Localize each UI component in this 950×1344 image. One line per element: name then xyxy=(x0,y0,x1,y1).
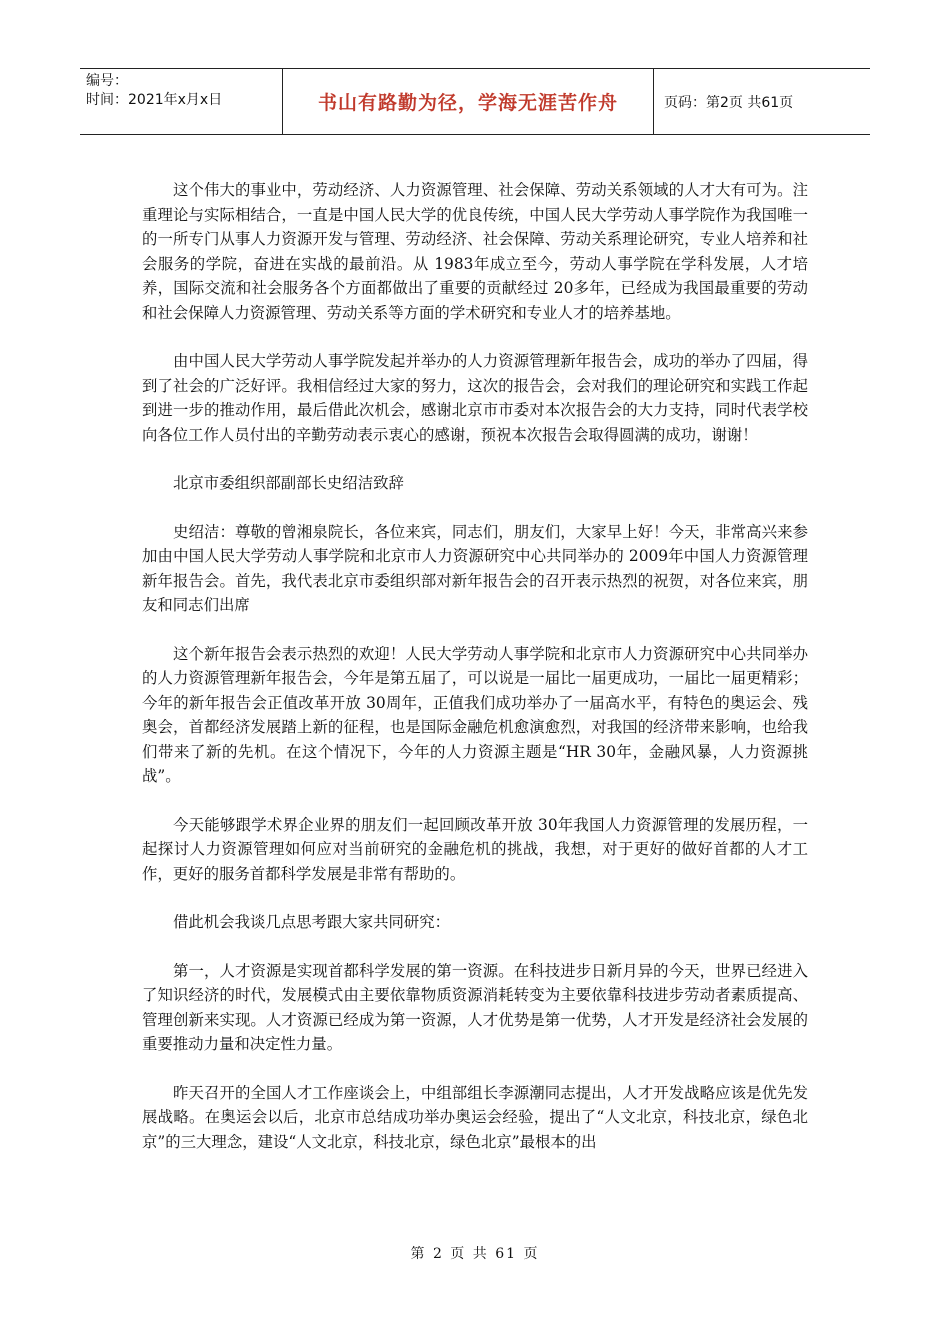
paragraph: 由中国人民大学劳动人事学院发起并举办的人力资源管理新年报告会，成功的举办了四届，得到了社会的广泛好评。我相信经过大家的努力，这次的报告会，会对我们的理论研究和实践工作起到进一步的推动作用，最后借此次机会，感谢北京市市委对本次报告会的大力支持，同时代表学校向各位工作人员付出的辛勤劳动表示衷心的感谢，预祝本次报告会取得圆满的成功，谢谢！ xyxy=(142,352,808,444)
document-body xyxy=(142,178,808,1178)
paragraph: 昨天召开的全国人才工作座谈会上，中组部组长李源潮同志提出，人才开发战略应该是优先发展战略。在奥运会以后，北京市总结成功举办奥运会经验，提出了“人文北京，科技北京，绿色北京”的三大理念，建设“人文北京，科技北京，绿色北京”最根本的出 xyxy=(142,1083,808,1151)
header-meta xyxy=(80,69,282,134)
paragraph: 借此机会我谈几点思考跟大家共同研究： xyxy=(173,913,451,931)
paragraph: 第一，人才资源是实现首都科学发展的第一资源。在科技进步日新月异的今天，世界已经进入了知识经济的时代，发展模式由主要依靠物质资源消耗转变为主要依靠科技进步劳动者素质提高、管理创新来实现。人才资源已经成为第一资源，人才优势是第一优势，人才开发是经济社会发展的重要推动力量和决定性力量。 xyxy=(142,961,808,1053)
paragraph: 史绍洁：尊敬的曾湘泉院长，各位来宾，同志们，朋友们，大家早上好！今天，非常高兴来参加由中国人民大学劳动人事学院和北京市人力资源研究中心共同举办的 2009年中国人力资源管理新年报告会。首先，我代表北京市委组织部对新年报告会的召开表示热烈的祝贺，对各位来宾，朋友和同志们出席 xyxy=(142,522,808,614)
header-page-info: 页码：第2页 共61页 xyxy=(664,94,794,111)
header-date-label: 时间：2021年x月x日 xyxy=(86,92,223,108)
header-number-label: 编号： xyxy=(86,73,128,89)
header-motto: 书山有路勤为径，学海无涯苦作舟 xyxy=(282,69,654,134)
paragraph: 这个伟大的事业中，劳动经济、人力资源管理、社会保障、劳动关系领域的人才大有可为。注重理论与实际相结合，一直是中国人民大学的优良传统，中国人民大学劳动人事学院作为我国唯一的一所专门从事人力资源开发与管理、劳动经济、社会保障、劳动关系理论研究，专业人培养和社会服务的学院，奋进在实战的最前沿。从 1983年成立至今，劳动人事学院在学科发展，人才培养，国际交流和社会服务各个方面都做出了重要的贡献经过 20多年，已经成为我国最重要的劳动和社会保障人力资源管理、劳动关系等方面的学术研究和专业人才的培养基地。 xyxy=(142,181,808,322)
section-heading: 北京市委组织部副部长史绍洁致辞 xyxy=(173,474,404,492)
paragraph: 这个新年报告会表示热烈的欢迎！人民大学劳动人事学院和北京市人力资源研究中心共同举办的人力资源管理新年报告会，今年是第五届了，可以说是一届比一届更成功，一届比一届更精彩；今年的新年报告会正值改革开放 30周年，正值我们成功举办了一届高水平，有特色的奥运会、残奥会，首都经济发展踏上新的征程，也是国际金融危机愈演愈烈，对我国的经济带来影响，也给我们带来了新的先机。在这个情况下，今年的人力资源主题是“HR 30年，金融风暴，人力资源挑战”。 xyxy=(142,644,808,785)
page-footer: 第 2 页 共 61 页 xyxy=(410,1246,540,1262)
paragraph: 今天能够跟学术界企业界的朋友们一起回顾改革开放 30年我国人力资源管理的发展历程，一起探讨人力资源管理如何应对当前研究的金融危机的挑战，我想，对于更好的做好首都的人才工作，更好的服务首都科学发展是非常有帮助的。 xyxy=(142,815,808,883)
page-header xyxy=(80,68,870,135)
